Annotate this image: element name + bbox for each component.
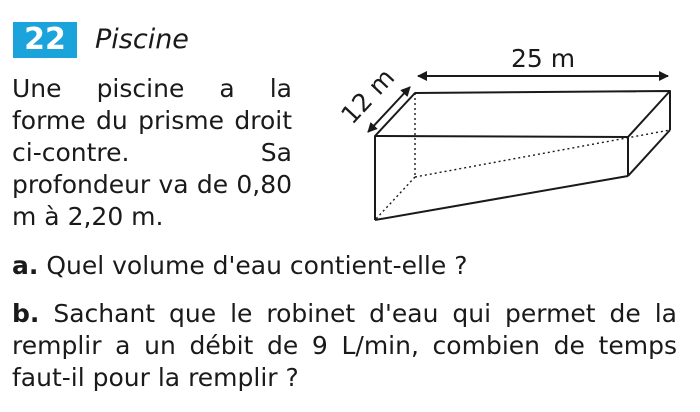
question-b-text: Sachant que le robinet d'eau qui permet de la remplir a un débit de 9 L/min, combien de temps faut-il pour la remplir ?	[12, 299, 677, 392]
pool-prism-figure	[330, 40, 690, 230]
question-b	[12, 298, 677, 394]
pool-hidden-edges	[375, 93, 670, 220]
pool-top-face	[375, 91, 670, 137]
question-b-letter: b.	[12, 299, 40, 328]
question-a-letter: a.	[12, 251, 39, 280]
exercise-number-badge: 22	[13, 22, 77, 58]
exercise-title: Piscine	[95, 24, 189, 55]
exercise-intro-text: Une piscine a la forme du prisme droit ci-contre. Sa profondeur va de 0,80 m à 2,20 m.	[12, 74, 292, 231]
width-label: 12 m	[335, 62, 401, 130]
question-a-text: Quel volume d'eau contient-elle ?	[46, 251, 468, 280]
pool-prism-edges	[375, 91, 670, 220]
pool-bottom-right-edge	[628, 130, 670, 176]
question-a	[12, 250, 677, 282]
pool-front-bottom-edge	[375, 176, 628, 220]
length-label: 25 m	[510, 44, 576, 73]
